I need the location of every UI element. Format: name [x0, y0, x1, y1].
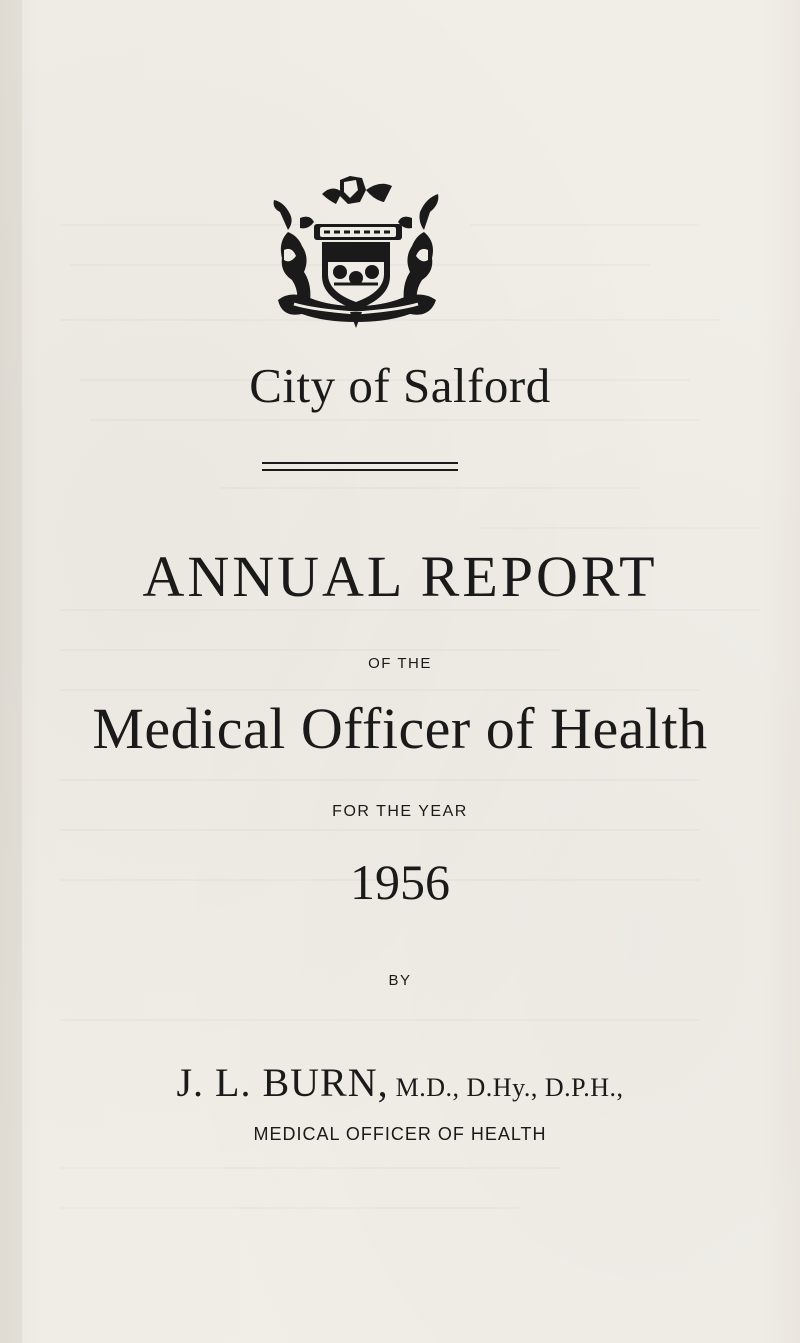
report-year: 1956 [350, 854, 450, 910]
by-label: BY [388, 972, 412, 989]
for-the-year-label: FOR THE YEAR [332, 803, 468, 820]
title-divider-upper [262, 462, 458, 464]
of-the-label: OF THE [368, 655, 432, 672]
author-role: MEDICAL OFFICER OF HEALTH [253, 1124, 547, 1144]
office-title: Medical Officer of Health [92, 696, 708, 761]
salford-coat-of-arms-icon [270, 172, 442, 330]
author-line [0, 1057, 800, 1114]
city-title: City of Salford [249, 358, 551, 413]
report-title: ANNUAL REPORT [142, 544, 658, 609]
author-qualifications: M.D., D.Hy., D.P.H., [388, 1073, 624, 1102]
author-name: J. L. BURN, [176, 1060, 389, 1105]
title-divider-lower [262, 469, 458, 471]
